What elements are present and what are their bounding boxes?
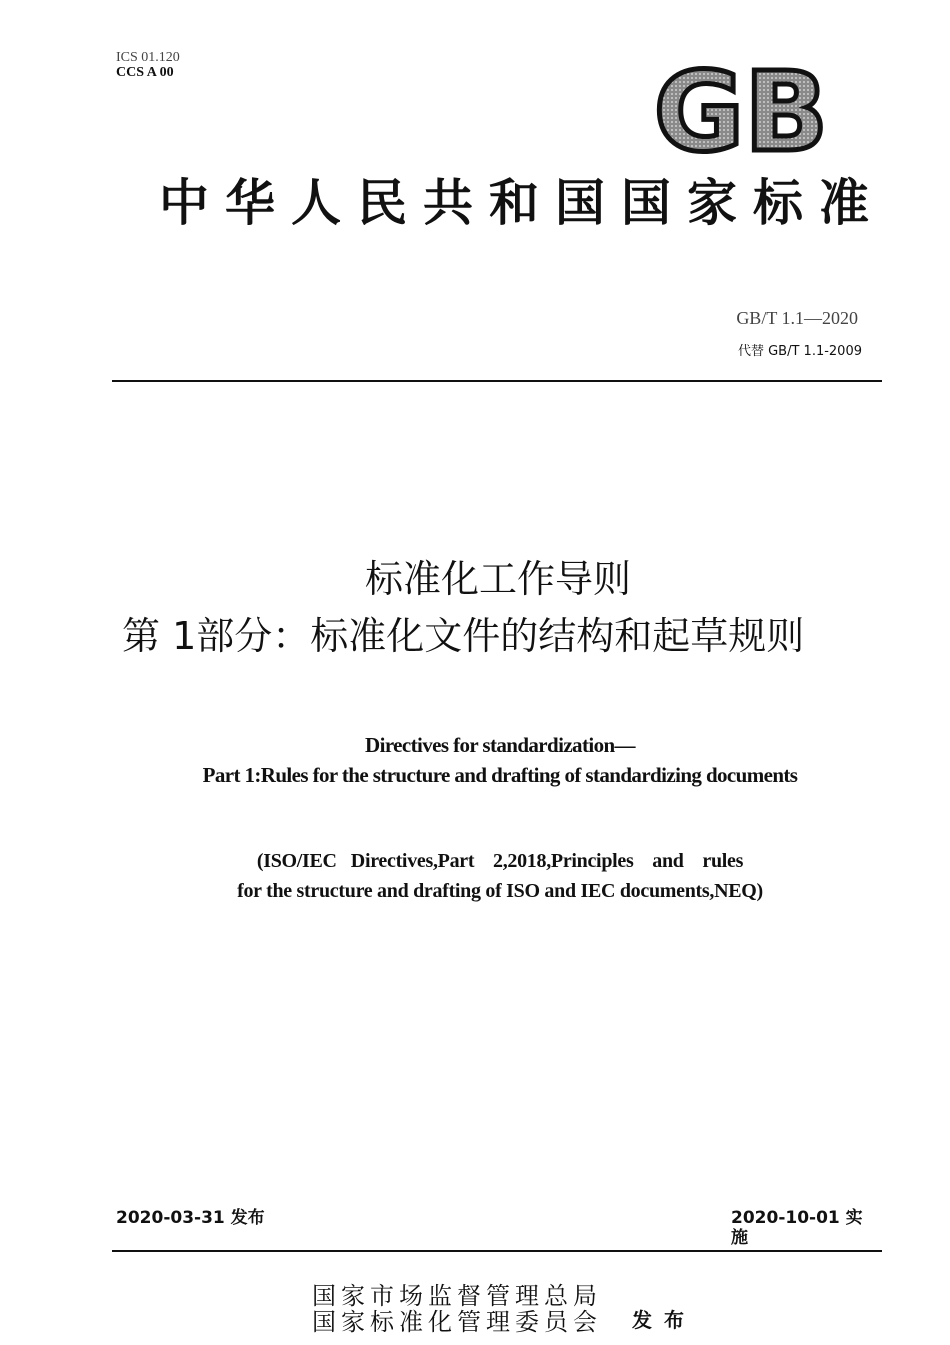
ics-code: ICS 01.120 (116, 50, 180, 65)
implementation-date: 2020-10-01 实施 (731, 1208, 863, 1248)
adoption-note-line1: (ISO/IEC Directives,Part 2,2018,Principles and rules (256, 850, 744, 872)
issue-date: 2020-03-31 发布 (116, 1208, 265, 1228)
svg-text:GB: GB (653, 60, 829, 160)
adoption-note-line2: for the structure and drafting of ISO and IEC documents,NEQ) (237, 880, 763, 902)
english-title-line2: Part 1:Rules for the structure and drafting of standardizing documents (202, 763, 798, 787)
top-divider (112, 380, 882, 382)
standard-name: 中华人民共和国国家标准 (159, 174, 885, 232)
issuing-authorities (312, 1283, 602, 1335)
english-title-line1: Directives for standardization— (365, 733, 635, 757)
authority-sac: 国家标准化管理委员会 (312, 1308, 602, 1336)
authority-samr: 国家市场监督管理总局 (312, 1282, 602, 1310)
chinese-title-main: 标准化工作导则 (364, 557, 631, 601)
standard-number: GB/T 1.1—2020 (736, 308, 858, 328)
adoption-note (0, 846, 950, 906)
english-title (0, 730, 950, 790)
gb-logo (646, 60, 836, 160)
bottom-divider (112, 1250, 882, 1252)
replaces-note: 代替 GB/T 1.1-2009 (737, 344, 862, 359)
issue-label: 发布 (632, 1308, 696, 1332)
ccs-code: CCS A 00 (116, 65, 174, 80)
chinese-title-part: 第 1部分：标准化文件的结构和起草规则 (122, 614, 805, 658)
